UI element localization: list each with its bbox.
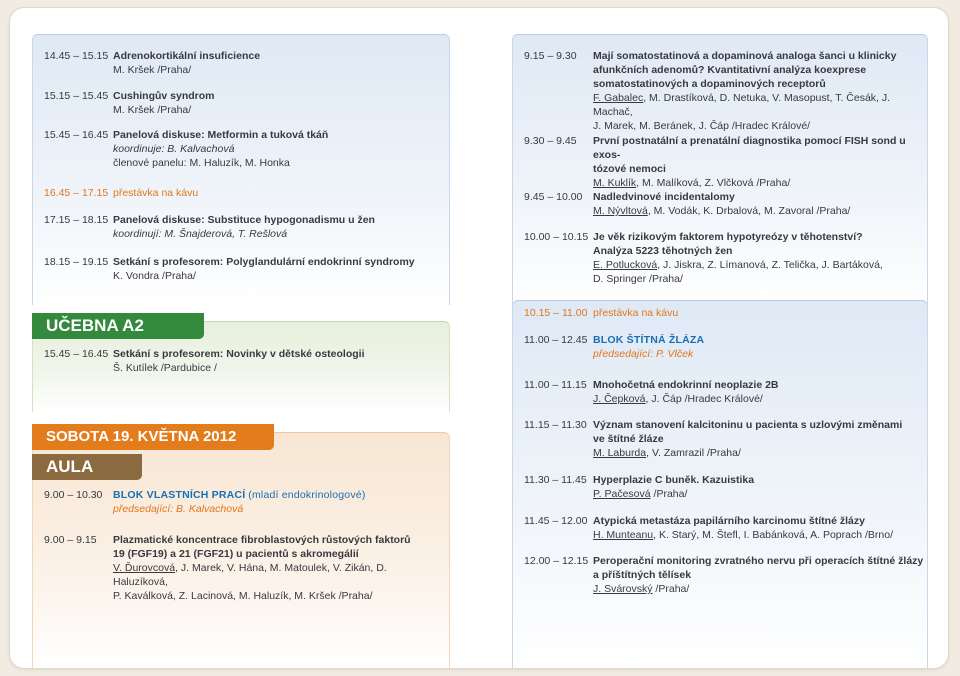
- session-row: 14.45 – 15.15 Adrenokortikální insuficience M. Kršek /Praha/: [44, 50, 261, 76]
- session-row: 9.15 – 9.30 Mají somatostatinová a dopaminová analoga šanci u klinicky afunkčních adenomů? Kvantitativní analýza koexprese somatostatinových a dopaminových receptorů F. Gabalec, M. Drastíková, D. Netuka, V. Masopust, T. Česák, J. Machač, J. Marek, M. Beránek, J. Čáp /Hradec Králové/: [524, 50, 897, 132]
- session-row: 11.45 – 12.00 Atypická metastáza papilárního karcinomu štítné žlázy H. Munteanu, K. Starý, M. Štefl, I. Babánková, A. Poprach /Brno/: [524, 515, 893, 541]
- session-row: 18.15 – 19.15 Setkání s profesorem: Polyglandulární endokrinní syndromy K. Vondra /Praha/: [44, 256, 415, 282]
- session-title: Setkání s profesorem: Novinky v dětské osteologii: [113, 348, 365, 360]
- block-row: 11.00 – 12.45 BLOK ŠTÍTNÁ ŽLÁZA předsedající: P. Vlček: [524, 334, 705, 360]
- session-row: 15.15 – 15.45 Cushingův syndrom M. Kršek /Praha/: [44, 90, 215, 116]
- block-row: 9.00 – 10.30 BLOK VLASTNÍCH PRACÍ (mladí endokrinologové) předsedající: B. Kalvachová: [44, 489, 366, 515]
- session-row: 9.30 – 9.45 První postnatální a prenatální diagnostika pomocí FISH sond u exos- tózové nemoci M. Kuklík, M. Malíková, Z. Vlčková /Praha/: [524, 135, 906, 189]
- day-tab-saturday: SOBOTA 19. KVĚTNA 2012: [32, 424, 274, 450]
- session-title: Setkání s profesorem: Polyglandulární endokrinní syndromy: [113, 256, 415, 268]
- session-row: 10.00 – 10.15 Je věk rizikovým faktorem hypotyreózy v těhotenství? Analýza 5223 těhotných žen E. Potlucková, J. Jiskra, Z. Límanová, Z. Telička, J. Bartáková, D. Springer /Praha/: [524, 231, 883, 285]
- session-row: 11.00 – 11.15 Mnohočetná endokrinní neoplazie 2B J. Čepková, J. Čáp /Hradec Králové/: [524, 379, 779, 405]
- session-row: 17.15 – 18.15 Panelová diskuse: Substituce hypogonadismu u žen koordinují: M. Šnajderová, T. Rešlová: [44, 214, 375, 240]
- session-row: 12.00 – 12.15 Peroperační monitoring zvratného nervu při operacích štítné žlázy a příštítných tělísek J. Svárovský /Praha/: [524, 555, 924, 595]
- session-title: Panelová diskuse: Substituce hypogonadismu u žen: [113, 214, 375, 226]
- session-row: 15.45 – 16.45 Panelová diskuse: Metformin a tuková tkáň koordinuje: B. Kalvachová členové panelu: M. Haluzík, M. Honka: [44, 129, 329, 169]
- session-title: Panelová diskuse: Metformin a tuková tkáň: [113, 129, 329, 141]
- session-row: 9.45 – 10.00 Nadledvinové incidentalomy M. Nývltová, M. Vodák, K. Drbalová, M. Zavoral /Praha/: [524, 191, 851, 217]
- session-title: Adrenokortikální insuficience: [113, 50, 261, 62]
- room-tab-ucebna: UČEBNA A2: [32, 313, 204, 339]
- session-row: 11.15 – 11.30 Význam stanovení kalcitoninu u pacienta s uzlovými změnami ve štítné žláze M. Laburda, V. Zamrazil /Praha/: [524, 419, 903, 459]
- block-title: BLOK VLASTNÍCH PRACÍ: [113, 489, 246, 501]
- session-row: 15.45 – 16.45 Setkání s profesorem: Novinky v dětské osteologii Š. Kutílek /Pardubice /: [44, 348, 365, 374]
- session-row: 9.00 – 9.15 Plazmatické koncentrace fibroblastových růstových faktorů 19 (FGF19) a 21 (FGF21) u pacientů s akromegálií V. Ďurovcová, J. Marek, V. Hána, M. Matoulek, V. Zikán, D. Haluzíková, P. Kaválková, Z. Lacinová, M. Haluzík, M. Kršek /Praha/: [44, 534, 411, 602]
- program-sheet: [10, 8, 948, 668]
- coffee-break-row: 16.45 – 17.15 přestávka na kávu: [44, 187, 199, 199]
- block-title: BLOK ŠTÍTNÁ ŽLÁZA: [593, 334, 705, 346]
- session-row: 11.30 – 11.45 Hyperplazie C buněk. Kazuistika P. Pačesová /Praha/: [524, 474, 755, 500]
- coffee-break-row: 10.15 – 11.00 přestávka na kávu: [524, 307, 679, 319]
- session-title: Cushingův syndrom: [113, 90, 215, 102]
- room-tab-aula: AULA: [32, 454, 142, 480]
